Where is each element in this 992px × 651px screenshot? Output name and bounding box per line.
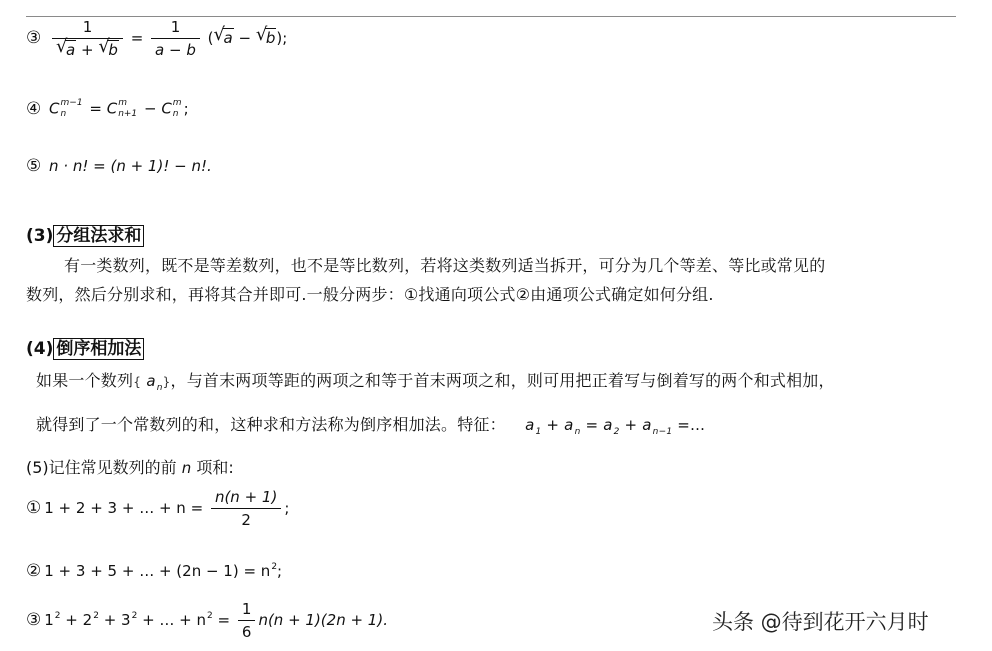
sum-1-denominator: 2 — [211, 508, 281, 529]
section-5-n: n — [181, 459, 192, 477]
top-rule — [26, 16, 956, 17]
formula-5-expression: n · n! = (n + 1)! − n!. — [49, 157, 212, 175]
section-5-label: (5)记住常见数列的前 — [26, 458, 177, 477]
section-3-line-2: 数列，然后分别求和，再将其合并即可.一般分两步：①找通向项公式②由通项公式确定如何分组. — [26, 285, 714, 304]
formula-3-rhs-numerator: 1 — [170, 18, 181, 36]
section-3-title: 分组法求和 — [53, 225, 144, 247]
formula-3-lhs-denominator — [52, 38, 123, 59]
section-4-line-1-pre: 如果一个数列 — [36, 371, 134, 390]
section-4-line-2-text: 就得到了一个常数列的和，这种求和方法称为倒序相加法。特征： — [36, 415, 506, 434]
section-5-heading — [26, 458, 234, 478]
plus-sign: + — [81, 41, 94, 59]
formula-5 — [26, 156, 212, 176]
formula-4-marker: ④ — [26, 98, 42, 119]
sum-3-fraction — [238, 600, 256, 641]
section-4-label: (4) — [26, 339, 54, 359]
sum-1-lhs: 1 + 2 + 3 + … + n = — [44, 499, 204, 517]
sum-formula-1 — [26, 488, 289, 529]
equals-sign: = — [130, 29, 144, 47]
sum-3-marker: ③ — [26, 610, 42, 630]
sum-1-tail: ; — [284, 499, 290, 517]
formula-3-lhs-numerator: 1 — [82, 18, 93, 36]
formula-5-marker: ⑤ — [26, 156, 42, 176]
formula-3-lhs-fraction — [52, 18, 123, 59]
sum-3-numerator: 1 — [241, 600, 252, 618]
section-4-heading — [26, 339, 144, 359]
sum-2-marker: ② — [26, 561, 42, 581]
formula-3 — [26, 18, 287, 59]
section-3-line-1: 有一类数列，既不是等差数列，也不是等比数列，若将这类数列适当拆开，可分为几个等差、等比或常见的 — [64, 256, 826, 275]
sum-1-fraction — [211, 488, 281, 529]
c2-indices: m n+1 — [118, 98, 138, 119]
sum-1-numerator: n(n + 1) — [214, 488, 278, 506]
brace-open: { — [133, 375, 142, 389]
sum-2-lhs: 1 + 3 + 5 + … + (2n − 1) = n — [44, 562, 271, 580]
formula-3-marker: ③ — [26, 28, 42, 48]
sum-1-marker: ① — [26, 498, 42, 518]
sum-formula-3: ③ $1^2 + 2^2 + 3^2$ + … + $n^2$ = $\frac{1}{6}$ n(n + 1)(2n + 1). — [26, 600, 388, 641]
sequence-subscript: n — [156, 383, 163, 393]
watermark: 头条 @待到花开六月时 — [712, 610, 929, 634]
sum-formula-2 — [26, 557, 282, 581]
paren-open: ( — [207, 29, 214, 47]
minus-sign: − — [143, 99, 157, 118]
formula-4 — [26, 98, 189, 120]
sum-2-tail: ; — [277, 562, 283, 580]
combination-c3: C — [161, 99, 172, 118]
sqrt-a: √ a — [56, 36, 76, 59]
combination-c1: C — [49, 99, 60, 118]
formula-3-rhs-denominator: a − b — [151, 38, 200, 59]
section-3-heading — [26, 226, 144, 246]
semicolon: ; — [183, 99, 189, 118]
section-5-label-tail: 项和: — [196, 458, 234, 477]
section-4-line-1 — [36, 366, 835, 403]
sum-2-exponent: 2 — [271, 562, 278, 572]
paren-close: ); — [276, 29, 288, 47]
combination-c2: C — [106, 99, 118, 118]
feature-formula: $a_1 + a_n = a_2 + a_{n-1}$ =… — [525, 416, 706, 437]
c1-indices: m−1 n — [60, 98, 83, 119]
sqrt-b: √ b — [98, 36, 118, 59]
sqrt-a-rhs: √ a — [213, 24, 233, 47]
minus-sign: − — [238, 29, 252, 47]
sqrt-b-rhs: √ b — [255, 24, 276, 47]
sum-3-denominator: 6 — [238, 620, 256, 641]
brace-close: } — [162, 375, 171, 389]
sum-3-tail: n(n + 1)(2n + 1). — [258, 611, 388, 629]
section-4-line-1-post: ，与首末两项等距的两项之和等于首末两项之和，则可用把正着写与倒着写的两个和式相加， — [170, 371, 835, 390]
section-3-label: (3) — [26, 226, 54, 246]
c3-indices: m n — [172, 98, 182, 119]
formula-3-rhs-fraction — [151, 18, 200, 59]
section-4-title: 倒序相加法 — [53, 338, 144, 360]
equals-sign: = — [89, 99, 102, 118]
section-4-line-2 — [36, 410, 705, 447]
sequence-a: a — [146, 372, 156, 390]
